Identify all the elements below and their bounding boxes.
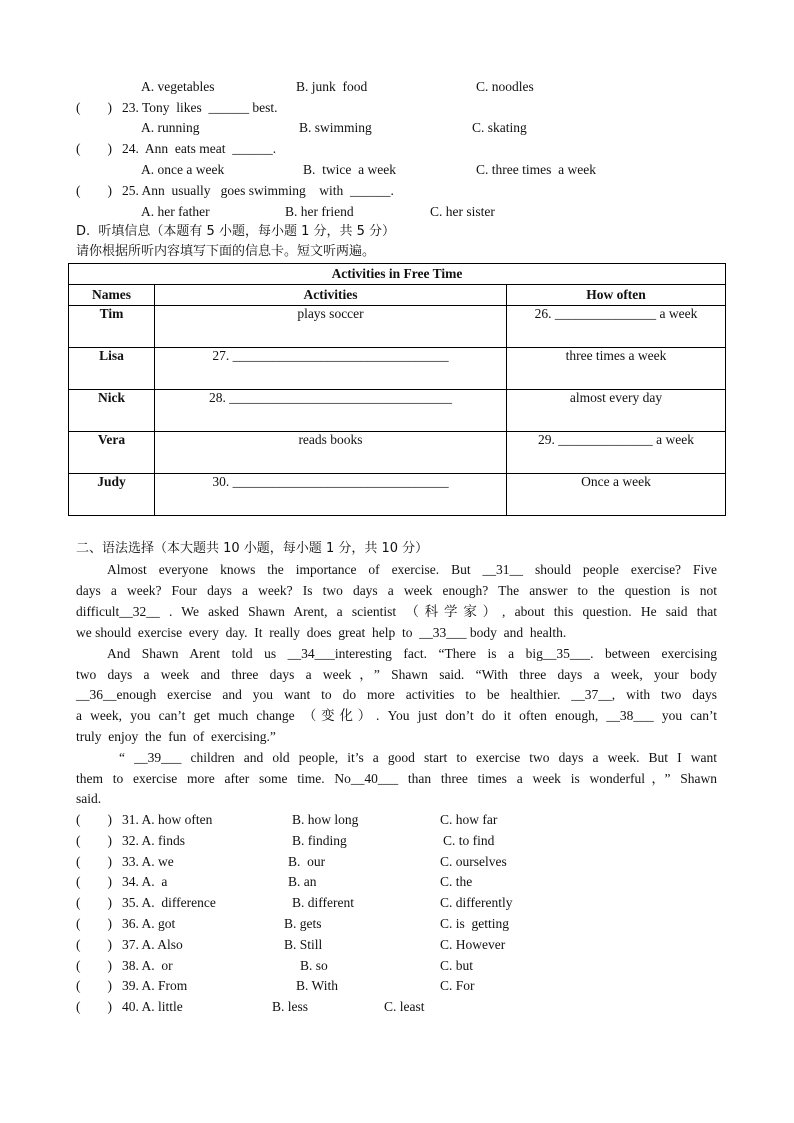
passage-p2-line5: truly enjoy the fun of exercising.” [76,729,276,744]
option-c: C. the [440,874,473,889]
option-a: 34. A. a [122,874,168,889]
answer-blank[interactable]: ( ) [76,978,112,993]
option-b: B. different [292,895,354,910]
option-c: C. However [440,937,506,952]
option-c: C. but [440,958,474,973]
info-card-table [68,263,726,516]
passage-p1-line2: days a week? Four days a week? Is two days a week enough? The answer to the question is not [76,583,717,598]
q22-option-c: C. noodles [476,79,534,94]
passage-p2-line3: __36__enough exercise and you want to do more activities to be healthier. __37__, with two days [76,687,717,702]
option-b: B. an [288,874,317,889]
q25-option-c: C. her sister [430,204,495,219]
option-b: B. gets [284,916,322,931]
answer-blank[interactable]: ( ) [76,937,112,952]
passage-p2-line2: two days a week and three days a week，” Shawn said. “With three days a week, your body [76,667,717,682]
passage-p3-line3: said. [76,791,102,806]
row-how-often: three times a week [507,348,726,390]
option-a: 36. A. got [122,916,176,931]
passage-p2-line4: a week, you can’t get much change （变化）. You just don’t do it often enough, __38___ you can’t [76,708,717,723]
section-2-heading: 二、语法选择（本大题共 10 小题，每小题 1 分，共 10 分） [76,541,429,556]
answer-blank[interactable]: ( ) [76,916,112,931]
q23-stem: 23. Tony likes ______ best. [122,100,278,115]
row-activity: plays soccer [155,306,507,348]
q24-answer-blank[interactable]: ( ) [76,141,112,156]
option-c: C. to find [443,833,495,848]
row-name: Judy [69,474,155,516]
q24-option-a: A. once a week [141,162,225,177]
option-c: C. how far [440,812,498,827]
section-d-instruction: 请你根据所听内容填写下面的信息卡。短文听两遍。 [76,244,376,259]
row-name: Nick [69,390,155,432]
answer-blank[interactable]: ( ) [76,833,112,848]
q24-option-c: C. three times a week [476,162,596,177]
answer-blank[interactable]: ( ) [76,874,112,889]
option-c: C. ourselves [440,854,507,869]
row-how-often: Once a week [507,474,726,516]
option-a: 31. A. how often [122,812,213,827]
passage-p3-line2: them to exercise more after some time. No__40___ than three times a week is wonderful，” Shawn [76,771,717,786]
answer-blank[interactable]: ( ) [76,854,112,869]
option-a: 39. A. From [122,978,188,993]
row-how-often: almost every day [507,390,726,432]
passage-p1-line1: Almost everyone knows the importance of exercise. But __31__ should people exercise? Five [107,562,717,577]
option-b: B. Still [284,937,323,952]
option-b: B. our [288,854,326,869]
row-how-often-blank[interactable]: 29. ______________ a week [507,432,726,474]
answer-blank[interactable]: ( ) [76,958,112,973]
option-c: C. least [384,999,425,1014]
option-b: B. finding [292,833,347,848]
table-row [69,306,726,348]
column-header-activities: Activities [155,285,507,306]
row-name: Tim [69,306,155,348]
q23-option-b: B. swimming [299,120,372,135]
section-d-heading: D. 听填信息（本题有 5 小题，每小题 1 分，共 5 分） [76,224,396,239]
option-b: B. less [272,999,309,1014]
answer-blank[interactable]: ( ) [76,999,112,1014]
row-activity-blank[interactable]: 28. _________________________________ [155,390,507,432]
answer-blank[interactable]: ( ) [76,812,112,827]
q25-answer-blank[interactable]: ( ) [76,183,112,198]
option-c: C. differently [440,895,513,910]
table-row [69,390,726,432]
q25-stem: 25. Ann usually goes swimming with ______. [122,183,394,198]
row-activity: reads books [155,432,507,474]
option-a: 33. A. we [122,854,174,869]
option-a: 32. A. finds [122,833,186,848]
q22-option-b: B. junk food [296,79,368,94]
option-b: B. With [296,978,338,993]
row-activity-blank[interactable]: 27. ________________________________ [155,348,507,390]
table-row [69,348,726,390]
option-a: 40. A. little [122,999,183,1014]
passage-p1-line4: we should exercise every day. It really does great help to __33___ body and health. [76,625,567,640]
row-how-often-blank[interactable]: 26. _______________ a week [507,306,726,348]
option-a: 38. A. or [122,958,173,973]
option-b: B. so [300,958,328,973]
row-name: Vera [69,432,155,474]
q23-option-c: C. skating [472,120,527,135]
option-a: 37. A. Also [122,937,183,952]
option-c: C. is getting [440,916,510,931]
table-row [69,432,726,474]
answer-blank[interactable]: ( ) [76,895,112,910]
q23-answer-blank[interactable]: ( ) [76,100,112,115]
q25-option-a: A. her father [141,204,210,219]
passage-p2-line1: And Shawn Arent told us __34___interesting fact. “There is a big__35___. between exercising [107,646,717,661]
option-a: 35. A. difference [122,895,216,910]
table-title: Activities in Free Time [69,264,726,285]
row-activity-blank[interactable]: 30. ________________________________ [155,474,507,516]
row-name: Lisa [69,348,155,390]
q24-option-b: B. twice a week [303,162,396,177]
q22-option-a: A. vegetables [141,79,215,94]
column-header-how-often: How often [507,285,726,306]
table-row [69,474,726,516]
passage-p1-line3: difficult__32__ . We asked Shawn Arent, a scientist （科学家）, about this question. He said that [76,604,717,619]
q24-stem: 24. Ann eats meat ______. [122,141,277,156]
option-c: C. For [440,978,475,993]
q23-option-a: A. running [141,120,200,135]
option-b: B. how long [292,812,359,827]
passage-p3-line1: “ __39___ children and old people, it’s a good start to exercise two days a week. But I want [119,750,717,765]
column-header-names: Names [69,285,155,306]
q25-option-b: B. her friend [285,204,354,219]
